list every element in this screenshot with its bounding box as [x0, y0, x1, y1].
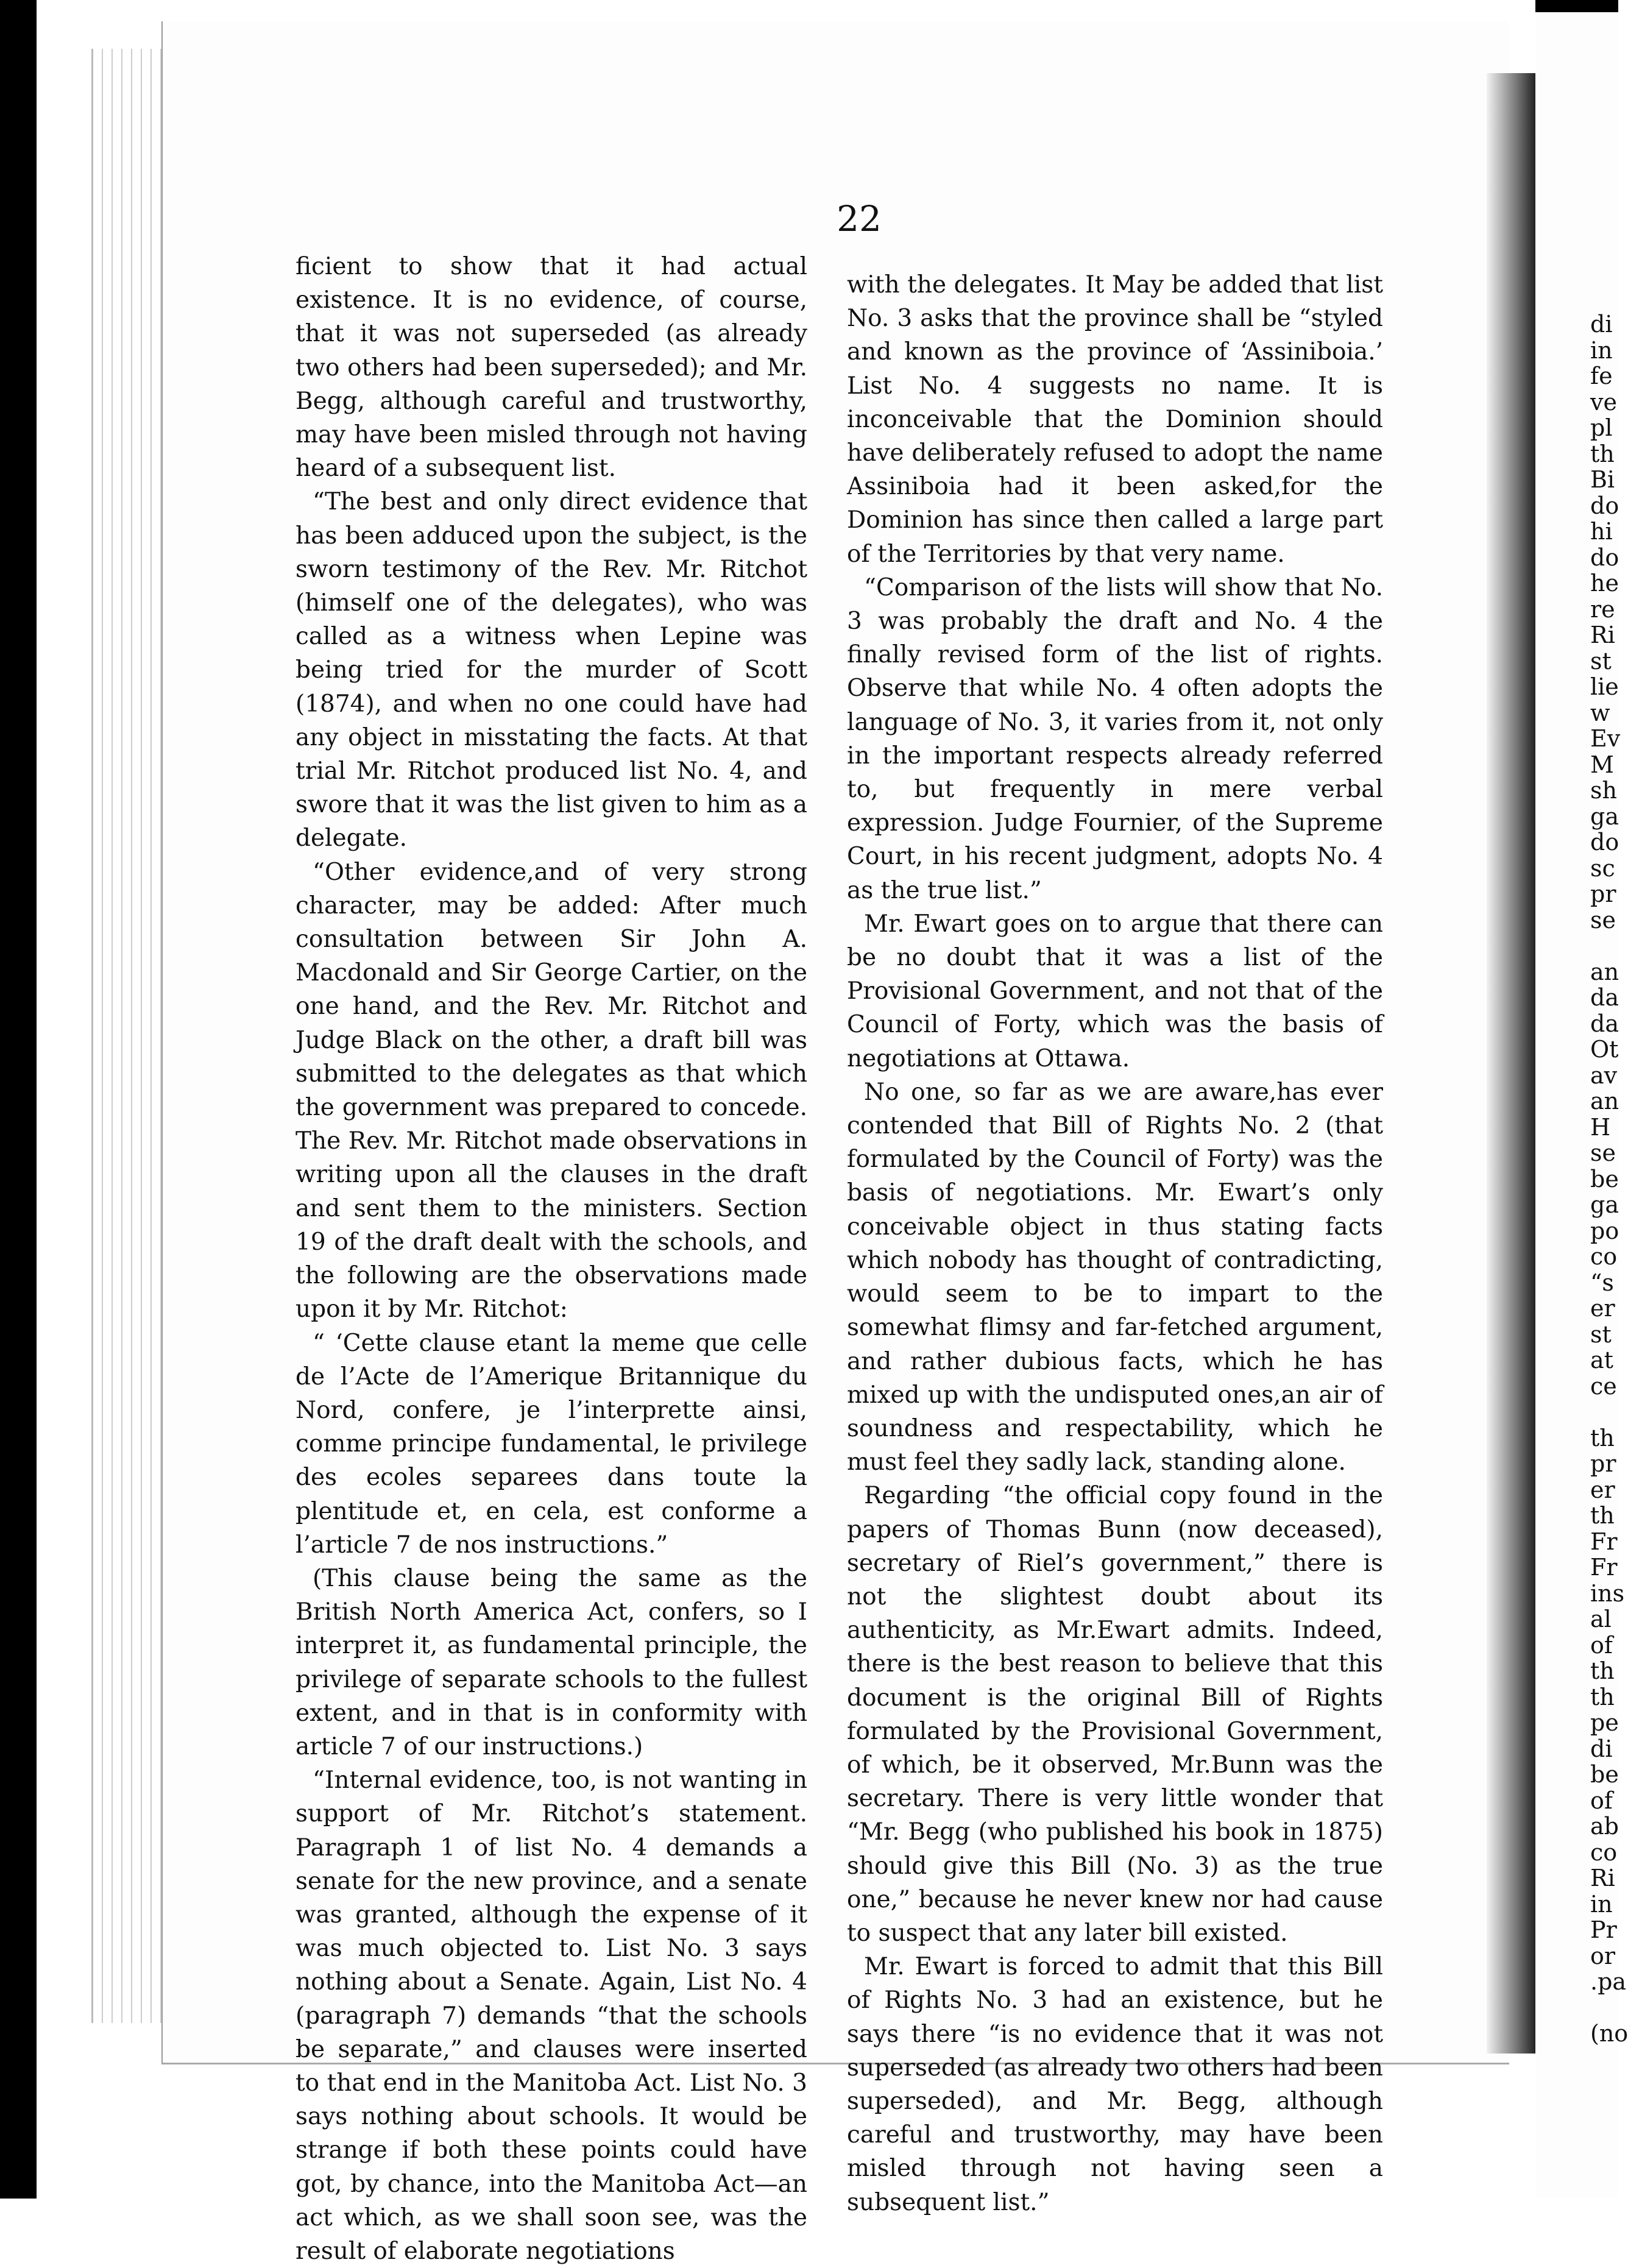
facing-page-fragment: th	[1590, 1657, 1615, 1684]
facing-page-fragment: st	[1590, 1320, 1612, 1348]
facing-page-fragment: ins	[1590, 1579, 1625, 1607]
facing-page-fragment: ga	[1590, 803, 1619, 830]
page-number: 22	[837, 198, 882, 239]
facing-page-fragment: ga	[1590, 1191, 1619, 1218]
facing-page-fragment: in	[1590, 336, 1613, 364]
paragraph: “Other evidence,and of very strong character, may be added: After much consultation between Sir John A. Macdonald and Sir George Cartier, on the one hand, and the Rev. Mr. Ritchot and Judge Black on the other, a draft bill was submitted to the delegates as that which the government was prepared to concede. The Rev. Mr. Ritchot made observations in writing upon all the clauses in the draft and sent them to the ministers. Section 19 of the draft dealt with the schools, and the following are the observations made upon it by Mr. Ritchot:	[296, 858, 807, 1324]
facing-page-fragment: hi	[1590, 518, 1613, 545]
facing-page-fragment: Fr	[1590, 1554, 1618, 1581]
page-stack-edges	[91, 49, 166, 2023]
facing-page-fragment: Ri	[1590, 622, 1615, 648]
paragraph: “Internal evidence, too, is not wanting in support of Mr. Ritchot’s statement. Paragraph 1 of list No. 4 demands a senate for the new province, and a senate was granted, although the expense of it was much objected to. List No. 3 says nothing about a Senate. Again, List No. 4 (paragraph 7) demands “that the schools be separate,” and clauses were inserted to that end in the Manitoba Act. List No. 3 says nothing about schools. It would be strange if both these points could have got, by chance, into the Manitoba Act—an act which, as we shall soon see, was the result of elaborate negotiations	[296, 1767, 807, 2265]
facing-page-fragment: al	[1590, 1606, 1612, 1632]
facing-page-fragment: Bi	[1590, 466, 1615, 493]
facing-page-fragment: se	[1590, 906, 1616, 934]
facing-page-fragment: pe	[1590, 1709, 1619, 1736]
paragraph: ficient to show that it had actual existence. It is no evidence, of course, that it was not superseded (as already two others had been superseded); and Mr. Begg, although careful and trustworthy, may have been misled through not having heard of a subsequent list.	[296, 253, 807, 483]
right-text-column	[847, 268, 1383, 2219]
facing-page-fragment: H	[1590, 1113, 1611, 1141]
facing-page-fragment: in	[1590, 1890, 1613, 1918]
facing-page-fragment: lie	[1590, 673, 1619, 700]
facing-page-fragment: di	[1590, 311, 1613, 338]
facing-page-fragment: re	[1590, 595, 1615, 623]
facing-page-fragment: M	[1590, 751, 1614, 778]
facing-page-fragment: an	[1590, 958, 1619, 985]
paragraph: Mr. Ewart goes on to argue that there can be no doubt that it was a list of the Provisional Government, and not that of the Council of Forty, which was the basis of negotiations at Ottawa.	[847, 910, 1383, 1072]
facing-page-fragment: co	[1590, 1243, 1618, 1270]
paragraph: “Comparison of the lists will show that No. 3 was probably the draft and No. 4 the finally revised form of the list of rights. Observe that while No. 4 often adopts the language of No. 3, it varies from it, not only in the important respects already referred to, but frequently in mere verbal expression. Judge Fournier, of the Supreme Court, in his recent judgment, adopts No. 4 as the true list.”	[847, 573, 1383, 904]
facing-page-fragment: st	[1590, 647, 1612, 675]
book-gutter-shadow	[1487, 73, 1535, 2054]
paragraph: Mr. Ewart is forced to admit that this Bill of Rights No. 3 had an existence, but he says there “is no evidence that it was not superseded (as already two others had been superseded), and Mr. Begg, although careful and trustworthy, may have been misled through not having seen a subsequent list.”	[847, 1953, 1383, 2216]
facing-page-fragment: or	[1590, 1942, 1616, 1969]
paragraph: Regarding “the official copy found in the papers of Thomas Bunn (now deceased), secretary of Riel’s government,” there is not the slightest doubt about its authenticity, as Mr.Ewart admits. Indeed, there is the best reason to believe that this document is the original Bill of Rights formulated by the Provisional Government, of which, be it observed, Mr.Bunn was the secretary. There is very little wonder that “Mr. Begg (who published his book in 1875) should give this Bill (No. 3) as the true one,” because he never knew nor had cause to suspect that any later bill existed.	[847, 1482, 1383, 1947]
facing-page-fragment: av	[1590, 1061, 1618, 1089]
facing-page-fragment: of	[1590, 1787, 1613, 1814]
paragraph: “The best and only direct evidence that has been adduced upon the subject, is the sworn testimony of the Rev. Mr. Ritchot (himself one of the delegates), who was called as a witness when Lepine was being tried for the murder of Scott (1874), and when no one could have had any object in misstating the facts. At that trial Mr. Ritchot produced list No. 4, and swore that it was the list given to him as a delegate.	[296, 488, 807, 852]
facing-page-fragment: pr	[1590, 1450, 1616, 1477]
facing-page-fragment: pl	[1590, 414, 1613, 441]
facing-page-fragment: be	[1590, 1761, 1619, 1788]
facing-page-fragment: pr	[1590, 881, 1616, 907]
facing-page-fragment: Fr	[1590, 1528, 1618, 1555]
facing-page-fragment: th	[1590, 440, 1615, 467]
facing-page-fragment: at	[1590, 1347, 1613, 1373]
facing-page-fragment: po	[1590, 1217, 1619, 1244]
facing-page-fragment: be	[1590, 1165, 1619, 1192]
facing-page-fragment: w	[1590, 699, 1610, 726]
facing-page-fragment: sc	[1590, 854, 1615, 882]
paragraph: with the delegates. It May be added that list No. 3 asks that the province shall be “styled and known as the province of ‘Assiniboia.’ List No. 4 suggests no name. It is inconceivable that the Dominion should have deliberately refused to adopt the name Assiniboia had it been asked,for the Dominion has since then called a large part of the Territories by that very name.	[847, 271, 1383, 568]
facing-page-fragment: di	[1590, 1735, 1613, 1762]
paragraph: “ ‘Cette clause etant la meme que celle de l’Acte de l’Amerique Britannique du Nord, confere, je l’interprette ainsi, comme principe fundamental, le privilege des ecoles separees dans toute la plentitude et, en cela, est conforme a l’article 7 de nos instructions.”	[296, 1329, 807, 1559]
facing-page-fragment: er	[1590, 1295, 1615, 1322]
paragraph: No one, so far as we are aware,has ever contended that Bill of Rights No. 2 (that formulated by the Council of Forty) was the basis of negotiations. Mr. Ewart’s only conceivable object in thus stating facts which nobody has thought of contradicting, would seem to be to impart to the somewhat flimsy and far-fetched argument, and rather dubious facts, which he has mixed up with the undisputed ones,an air of soundness and respectability, which he must feel they sadly lack, standing alone.	[847, 1078, 1383, 1476]
facing-page-fragment: do	[1590, 544, 1619, 571]
facing-page-fragment: “s	[1590, 1269, 1614, 1296]
facing-page-fragment: an	[1590, 1088, 1619, 1115]
facing-page-fragment: (no	[1590, 2020, 1628, 2047]
facing-page-fragment: ce	[1590, 1372, 1617, 1400]
facing-page-fragment: Ri	[1590, 1865, 1615, 1891]
facing-page-fragment: do	[1590, 829, 1619, 856]
facing-page-fragment: ve	[1590, 388, 1617, 416]
facing-page-fragment: da	[1590, 1010, 1619, 1037]
facing-page-fragment: do	[1590, 492, 1619, 519]
facing-page-fragment: th	[1590, 1502, 1615, 1529]
paragraph: (This clause being the same as the British North America Act, confers, so I interpret it, as fundamental principle, the privilege of separate schools to the fullest extent, and in that is in conformity with article 7 of our instructions.)	[296, 1564, 807, 1760]
facing-page-fragment: Pr	[1590, 1916, 1617, 1943]
facing-page-fragment: th	[1590, 1683, 1615, 1710]
facing-page-fragment: of	[1590, 1631, 1613, 1659]
facing-page-fragment: er	[1590, 1476, 1615, 1503]
facing-page-fragment: co	[1590, 1838, 1618, 1866]
facing-page-fragment: sh	[1590, 777, 1617, 804]
left-text-column	[296, 250, 807, 2268]
facing-page-fragment: fe	[1590, 363, 1613, 389]
facing-page-fragment: th	[1590, 1424, 1615, 1451]
facing-page-fragment: he	[1590, 570, 1619, 597]
facing-page-fragment: da	[1590, 984, 1619, 1011]
facing-page-fragment: se	[1590, 1139, 1616, 1166]
facing-page-fragment: ab	[1590, 1813, 1619, 1840]
facing-page-fragment: .pa	[1590, 1968, 1627, 1995]
facing-page-fragment: Ot	[1590, 1036, 1619, 1063]
facing-page-fragment: Ev	[1590, 725, 1621, 752]
